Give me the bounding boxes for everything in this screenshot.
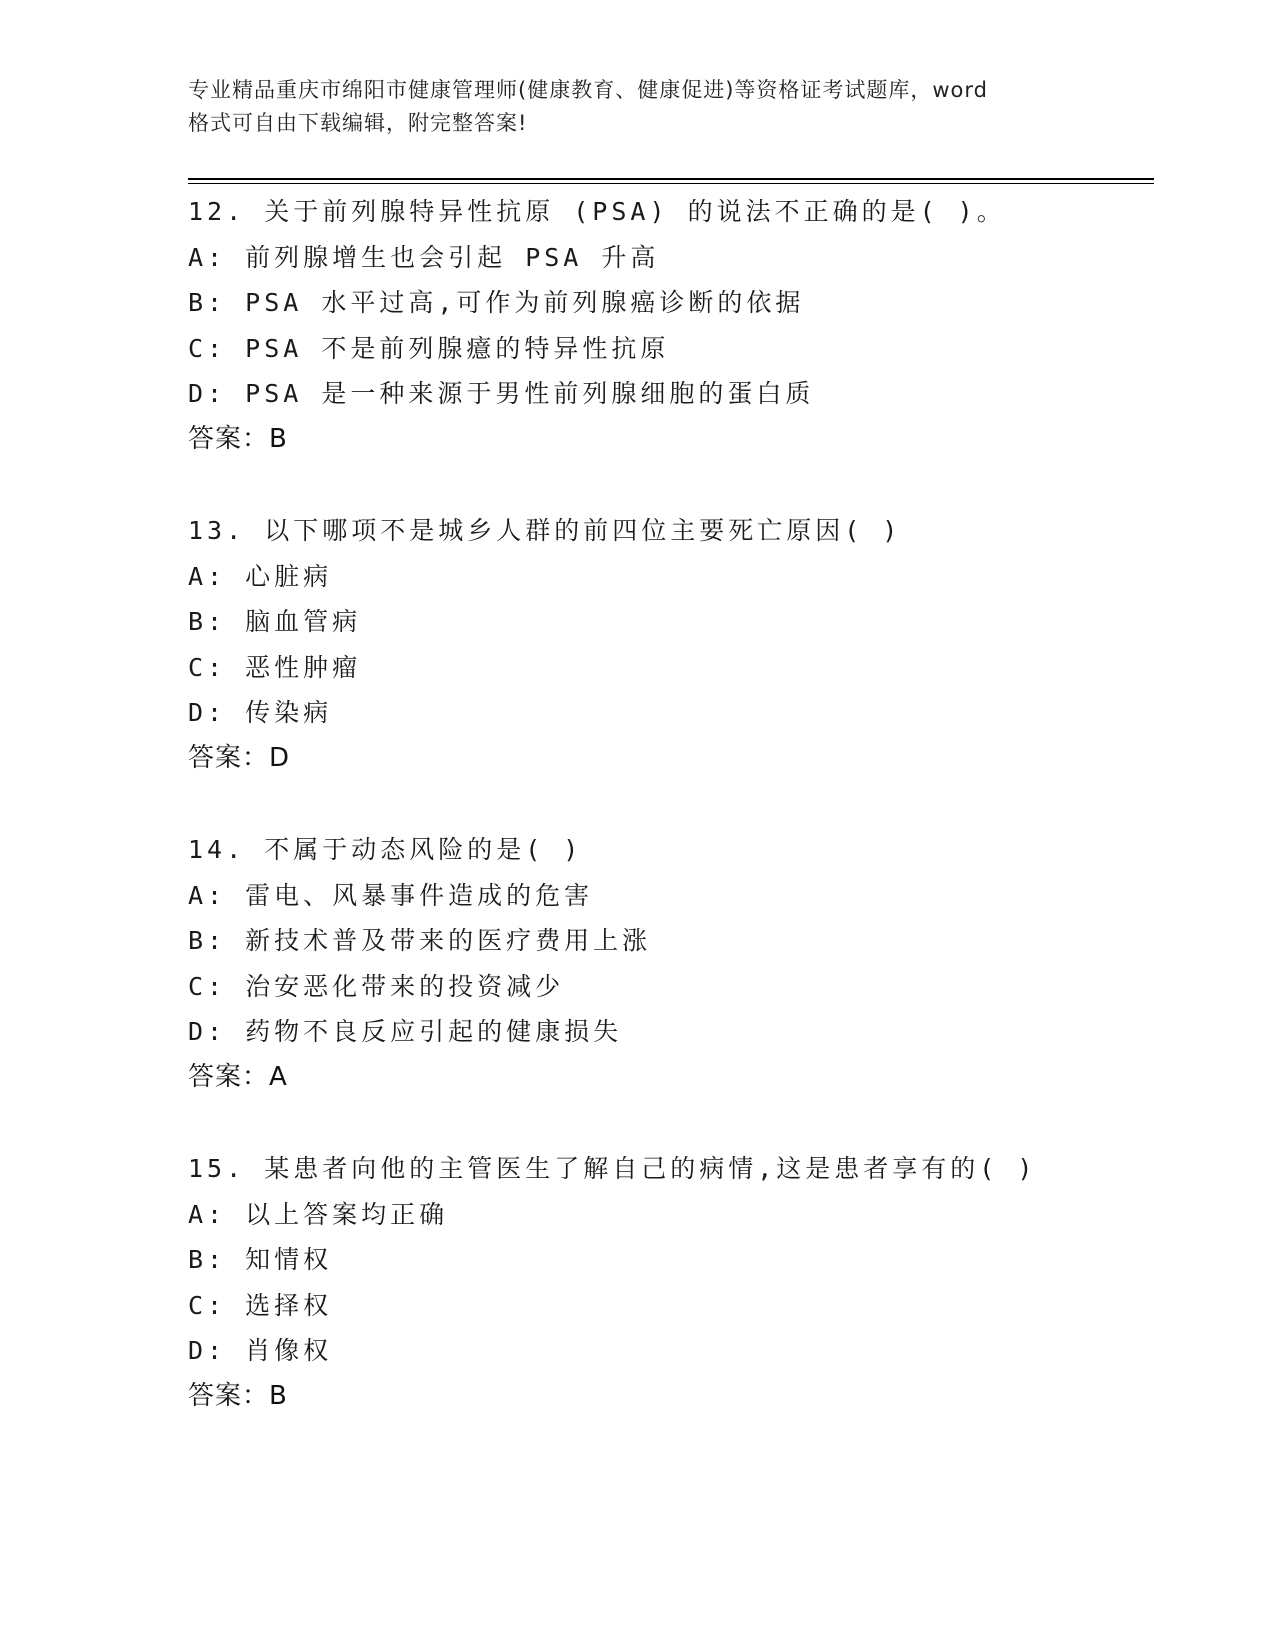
option-d: D: 药物不良反应引起的健康损失 bbox=[188, 1017, 623, 1046]
option-b: B: 新技术普及带来的医疗费用上涨 bbox=[188, 926, 652, 955]
option-a: A: 前列腺增生也会引起 PSA 升高 bbox=[188, 242, 660, 272]
option-d: D: 传染病 bbox=[188, 698, 333, 727]
option-b: B: PSA 水平过高,可作为前列腺癌诊断的依据 bbox=[188, 288, 805, 317]
option-a: A: 雷电、风暴事件造成的危害 bbox=[188, 880, 594, 910]
question-stem: 15. 某患者向他的主管医生了解自己的病情,这是患者享有的( ) bbox=[188, 1154, 1037, 1183]
answer-label: 答案：B bbox=[188, 423, 288, 454]
header-divider-thick bbox=[188, 178, 1154, 180]
answer-label: 答案：A bbox=[188, 1061, 288, 1092]
document-header bbox=[188, 74, 1088, 140]
option-d: D: 肖像权 bbox=[188, 1336, 333, 1365]
option-b: B: 知情权 bbox=[188, 1245, 333, 1274]
option-a: A: 以上答案均正确 bbox=[188, 1199, 449, 1229]
header-line-1: 专业精品重庆市绵阳市健康管理师(健康教育、健康促进)等资格证考试题库，word bbox=[188, 78, 989, 102]
question-stem: 12. 关于前列腺特异性抗原 (PSA) 的说法不正确的是( )。 bbox=[188, 197, 1006, 226]
option-b: B: 脑血管病 bbox=[188, 607, 362, 636]
question-13 bbox=[188, 508, 1154, 781]
answer-label: 答案：B bbox=[188, 1380, 288, 1411]
option-d: D: PSA 是一种来源于男性前列腺细胞的蛋白质 bbox=[188, 379, 815, 408]
header-line-2: 格式可自由下载编辑，附完整答案! bbox=[188, 111, 528, 135]
answer-label: 答案：D bbox=[188, 742, 291, 773]
question-15 bbox=[188, 1146, 1154, 1419]
header-divider-thin bbox=[188, 183, 1154, 184]
option-c: C: 治安恶化带来的投资减少 bbox=[188, 971, 565, 1001]
option-a: A: 心脏病 bbox=[188, 561, 333, 591]
option-c: C: 选择权 bbox=[188, 1290, 333, 1320]
question-12 bbox=[188, 189, 1154, 462]
option-c: C: 恶性肿瘤 bbox=[188, 652, 362, 682]
question-stem: 13. 以下哪项不是城乡人群的前四位主要死亡原因( ) bbox=[188, 516, 902, 545]
question-14 bbox=[188, 827, 1154, 1100]
question-stem: 14. 不属于动态风险的是( ) bbox=[188, 835, 583, 864]
question-list bbox=[188, 189, 1154, 1465]
option-c: C: PSA 不是前列腺癔的特异性抗原 bbox=[188, 333, 670, 363]
